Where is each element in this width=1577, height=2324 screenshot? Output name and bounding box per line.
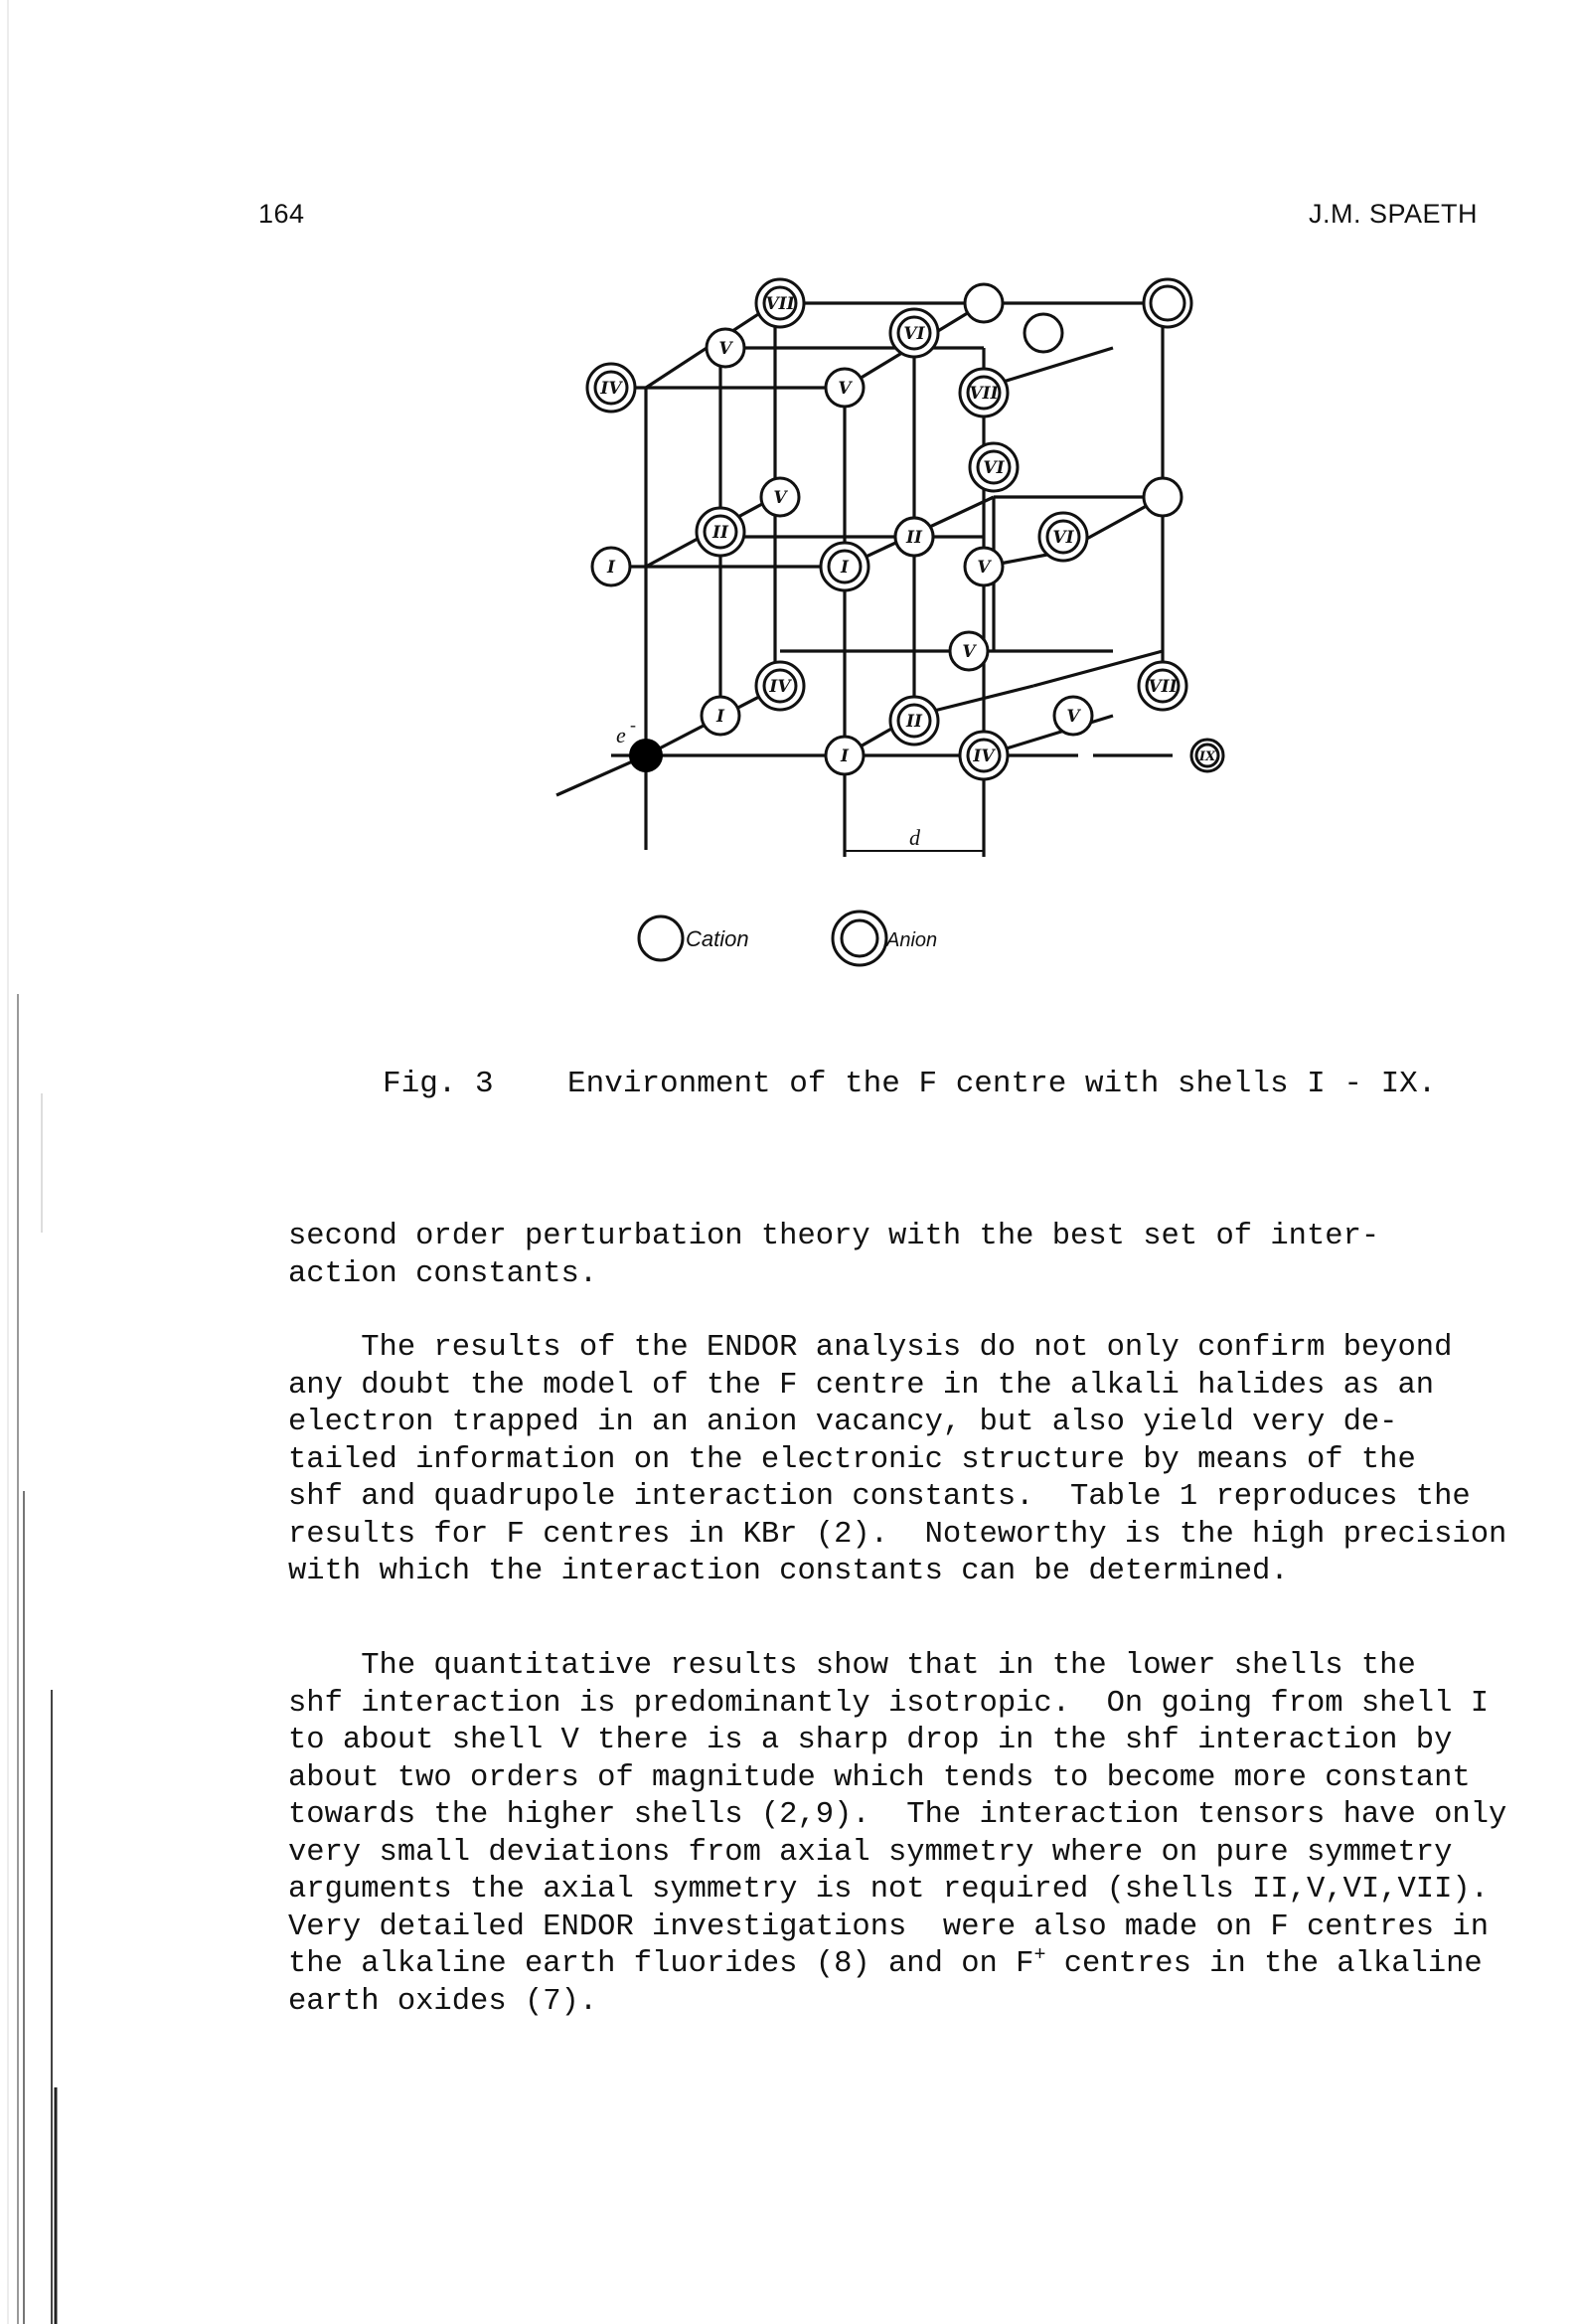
cation-site-1 [965, 284, 1003, 322]
shell-label-vii-a: VII [765, 294, 795, 314]
paragraph-1 [288, 1219, 1510, 1293]
para2-line-6: results for F centres in KBr (2). Noteworthy is the high precision [288, 1517, 1507, 1552]
shell-label-vi-a: VI [903, 324, 925, 344]
para2-line-7: with which the interaction constants can be determined. [288, 1555, 1289, 1588]
scan-binding-edge [0, 0, 60, 2324]
shell-label-i-d: I [841, 747, 849, 766]
cation-sites [592, 284, 1182, 774]
legend-anion-symbol-inner [842, 920, 877, 956]
para2-line-1: The results of the ENDOR analysis do not only confirm beyond [288, 1331, 1453, 1365]
shell-label-v-b: V [838, 379, 852, 399]
para3-line-9 [288, 1943, 1510, 1984]
para2-line-5: shf and quadrupole interaction constants. Table 1 reproduces the [288, 1480, 1471, 1514]
legend-cation-symbol [639, 916, 683, 960]
page-number: 164 [258, 199, 305, 229]
figure-caption: Fig. 3 Environment of the F centre with shells I - IX. [383, 1067, 1437, 1101]
shell-label-vi-b: VI [983, 458, 1005, 478]
para3-line-9-tail: centres in the alkaline [1045, 1947, 1483, 1981]
para3-line-6: very small deviations from axial symmetry where on pure symmetry [288, 1835, 1453, 1870]
legend-anion-label: Anion [886, 929, 938, 951]
f-plus-superscript: + [1033, 1943, 1046, 1967]
para2-line-4: tailed information on the electronic structure by means of the [288, 1442, 1416, 1477]
shell-label-iv-c: IV [973, 747, 995, 766]
para3-line-5: towards the higher shells (2,9). The interaction tensors have only [288, 1798, 1507, 1832]
shell-label-i-b: I [841, 558, 849, 578]
f-centre-electron [629, 739, 663, 772]
distance-label: d [909, 825, 920, 850]
shell-label-iv-b: IV [769, 677, 791, 697]
legend [639, 912, 937, 965]
shell-label-v-f: V [1066, 707, 1080, 727]
f-centre-lattice-diagram [517, 268, 1272, 984]
shell-label-vii-b: VII [969, 384, 999, 404]
shell-label-i-a: I [607, 558, 615, 578]
para2-line-3: electron trapped in an anion vacancy, but also yield very de- [288, 1406, 1398, 1439]
shell-label-ii-a: II [712, 523, 728, 543]
shell-label-vi-c: VI [1052, 528, 1074, 548]
shell-label-vii-c: VII [1148, 677, 1178, 697]
anion-site-2 [1144, 279, 1191, 327]
shell-label-v-a: V [718, 339, 732, 359]
para3-line-7: arguments the axial symmetry is not required (shells II,V,VI,VII). [288, 1873, 1489, 1907]
electron-superscript: - [630, 715, 636, 735]
cation-site-2 [1025, 314, 1062, 352]
shell-label-v-e: V [962, 642, 976, 662]
shell-label-v-d: V [977, 558, 991, 578]
legend-cation-label: Cation [686, 926, 749, 951]
paragraph-3 [288, 1648, 1510, 2021]
shell-label-i-c: I [716, 707, 724, 727]
paragraph-2 [288, 1330, 1510, 1591]
para1-line-2: action constants. [288, 1256, 598, 1291]
running-head-author: J.M. SPAETH [1308, 199, 1478, 229]
para1-line-1: second order perturbation theory with the best set of inter- [288, 1220, 1380, 1253]
cation-site-5 [1144, 478, 1182, 516]
para3-line-1: The quantitative results show that in the lower shells the [288, 1649, 1416, 1683]
para3-line-3: to about shell V there is a sharp drop in the shf interaction by [288, 1724, 1453, 1757]
para3-line-9-text: the alkaline earth fluorides (8) and on F [288, 1947, 1034, 1981]
shell-label-ii-c: II [906, 712, 922, 732]
shell-label-v-c: V [773, 488, 787, 508]
para3-line-2: shf interaction is predominantly isotropic. On going from shell I [288, 1686, 1489, 1721]
shell-label-iv-a: IV [600, 379, 622, 399]
para3-line-8: Very detailed ENDOR investigations were also made on F centres in [288, 1909, 1489, 1944]
para3-line-10: earth oxides (7). [288, 1984, 598, 2019]
para3-line-4: about two orders of magnitude which tends to become more constant [288, 1760, 1471, 1795]
shell-label-ix: IX [1198, 749, 1216, 764]
electron-label: e [616, 723, 626, 747]
shell-label-ii-b: II [906, 528, 922, 548]
para2-line-2: any doubt the model of the F centre in the alkali halides as an [288, 1368, 1435, 1403]
